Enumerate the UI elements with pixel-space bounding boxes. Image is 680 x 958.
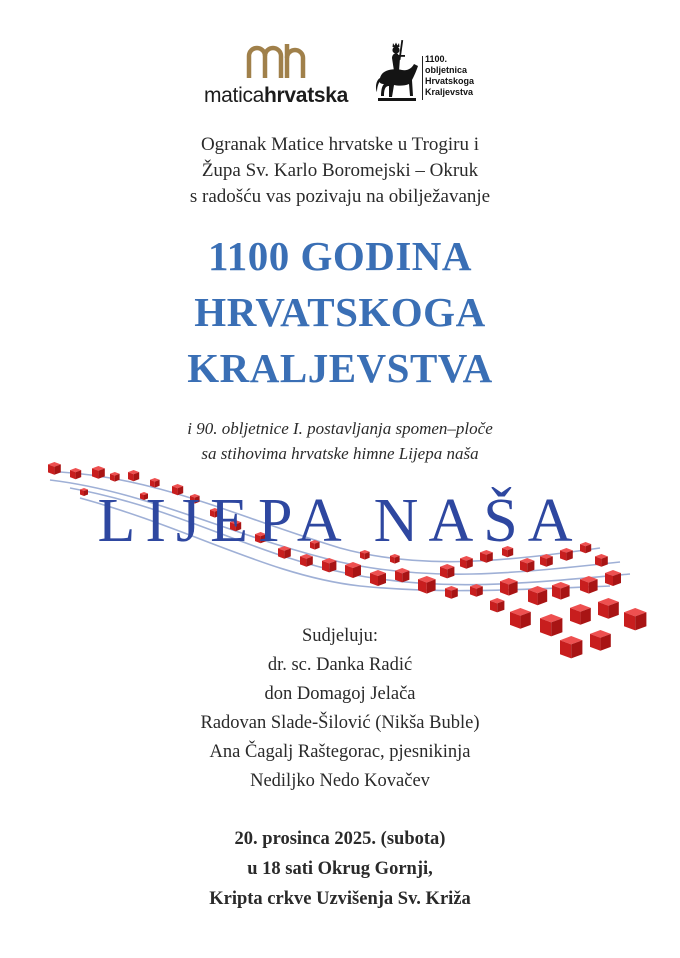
- sub-headline-line: sa stihovima hrvatske himne Lijepa naša: [201, 444, 479, 463]
- headline-line: 1100 GODINA: [207, 233, 473, 279]
- main-headline: [0, 228, 680, 396]
- mh-monogram-icon: [246, 42, 306, 78]
- red-cube: [528, 586, 547, 605]
- red-cube: [445, 586, 458, 599]
- event-time-place: u 18 sati Okrug Gornji,: [247, 859, 433, 879]
- red-cube: [345, 562, 361, 578]
- headline-line: HRVATSKOGA: [194, 289, 486, 335]
- red-cube: [110, 472, 120, 482]
- intro-line: Župa Sv. Karlo Boromejski – Okruk: [201, 160, 479, 181]
- event-details: [0, 824, 680, 914]
- participant-name: Nediljko Nedo Kovačev: [250, 771, 430, 791]
- king-on-horseback-icon: [372, 40, 420, 106]
- red-cube: [490, 598, 504, 612]
- red-cube: [580, 576, 598, 594]
- red-cube: [92, 466, 105, 479]
- red-cube: [322, 558, 336, 572]
- red-cube: [552, 582, 570, 600]
- logo-bar: [0, 38, 680, 108]
- invitation-intro: [0, 132, 680, 210]
- anniversary-logo: [372, 40, 492, 106]
- event-date: 20. prosinca 2025. (subota): [234, 829, 446, 849]
- participants-list: [0, 622, 680, 796]
- matica-hrvatska-wordmark: maticahrvatska: [203, 84, 349, 107]
- red-cube: [598, 598, 619, 619]
- red-cube: [470, 584, 483, 597]
- red-cube: [48, 462, 61, 475]
- red-cube: [500, 578, 518, 596]
- red-cube: [418, 576, 436, 594]
- red-cube: [460, 556, 473, 569]
- participant-name: Radovan Slade-Šilović (Nikša Buble): [200, 713, 480, 733]
- participants-heading: Sudjeluju:: [301, 626, 379, 646]
- sub-headline-line: i 90. obljetnice I. postavljanja spomen–ploče: [187, 419, 493, 438]
- intro-line: Ogranak Matice hrvatske u Trogiru i: [200, 134, 480, 155]
- red-cube: [70, 468, 81, 479]
- anthem-title: LIJEPA NAŠA: [97, 487, 583, 555]
- red-cube: [520, 558, 534, 572]
- anniversary-caption: 1100. obljetnica Hrvatskoga Kraljevstva: [425, 54, 475, 97]
- red-cube: [395, 568, 409, 582]
- red-cube: [440, 564, 454, 578]
- participant-name: don Domagoj Jelača: [264, 684, 416, 704]
- red-cube: [128, 470, 139, 481]
- anniversary-divider: [422, 56, 423, 100]
- matica-hrvatska-logo: [188, 42, 364, 106]
- red-cube: [605, 570, 621, 586]
- red-cube: [370, 570, 386, 586]
- event-venue: Kripta crkve Uzvišenja Sv. Križa: [209, 889, 471, 909]
- headline-line: KRALJEVSTVA: [187, 345, 493, 391]
- participant-name: Ana Čagalj Raštegorac, pjesnikinja: [209, 742, 471, 762]
- participant-name: dr. sc. Danka Radić: [267, 655, 413, 675]
- intro-line: s radošću vas pozivaju na obilježavanje: [189, 186, 491, 207]
